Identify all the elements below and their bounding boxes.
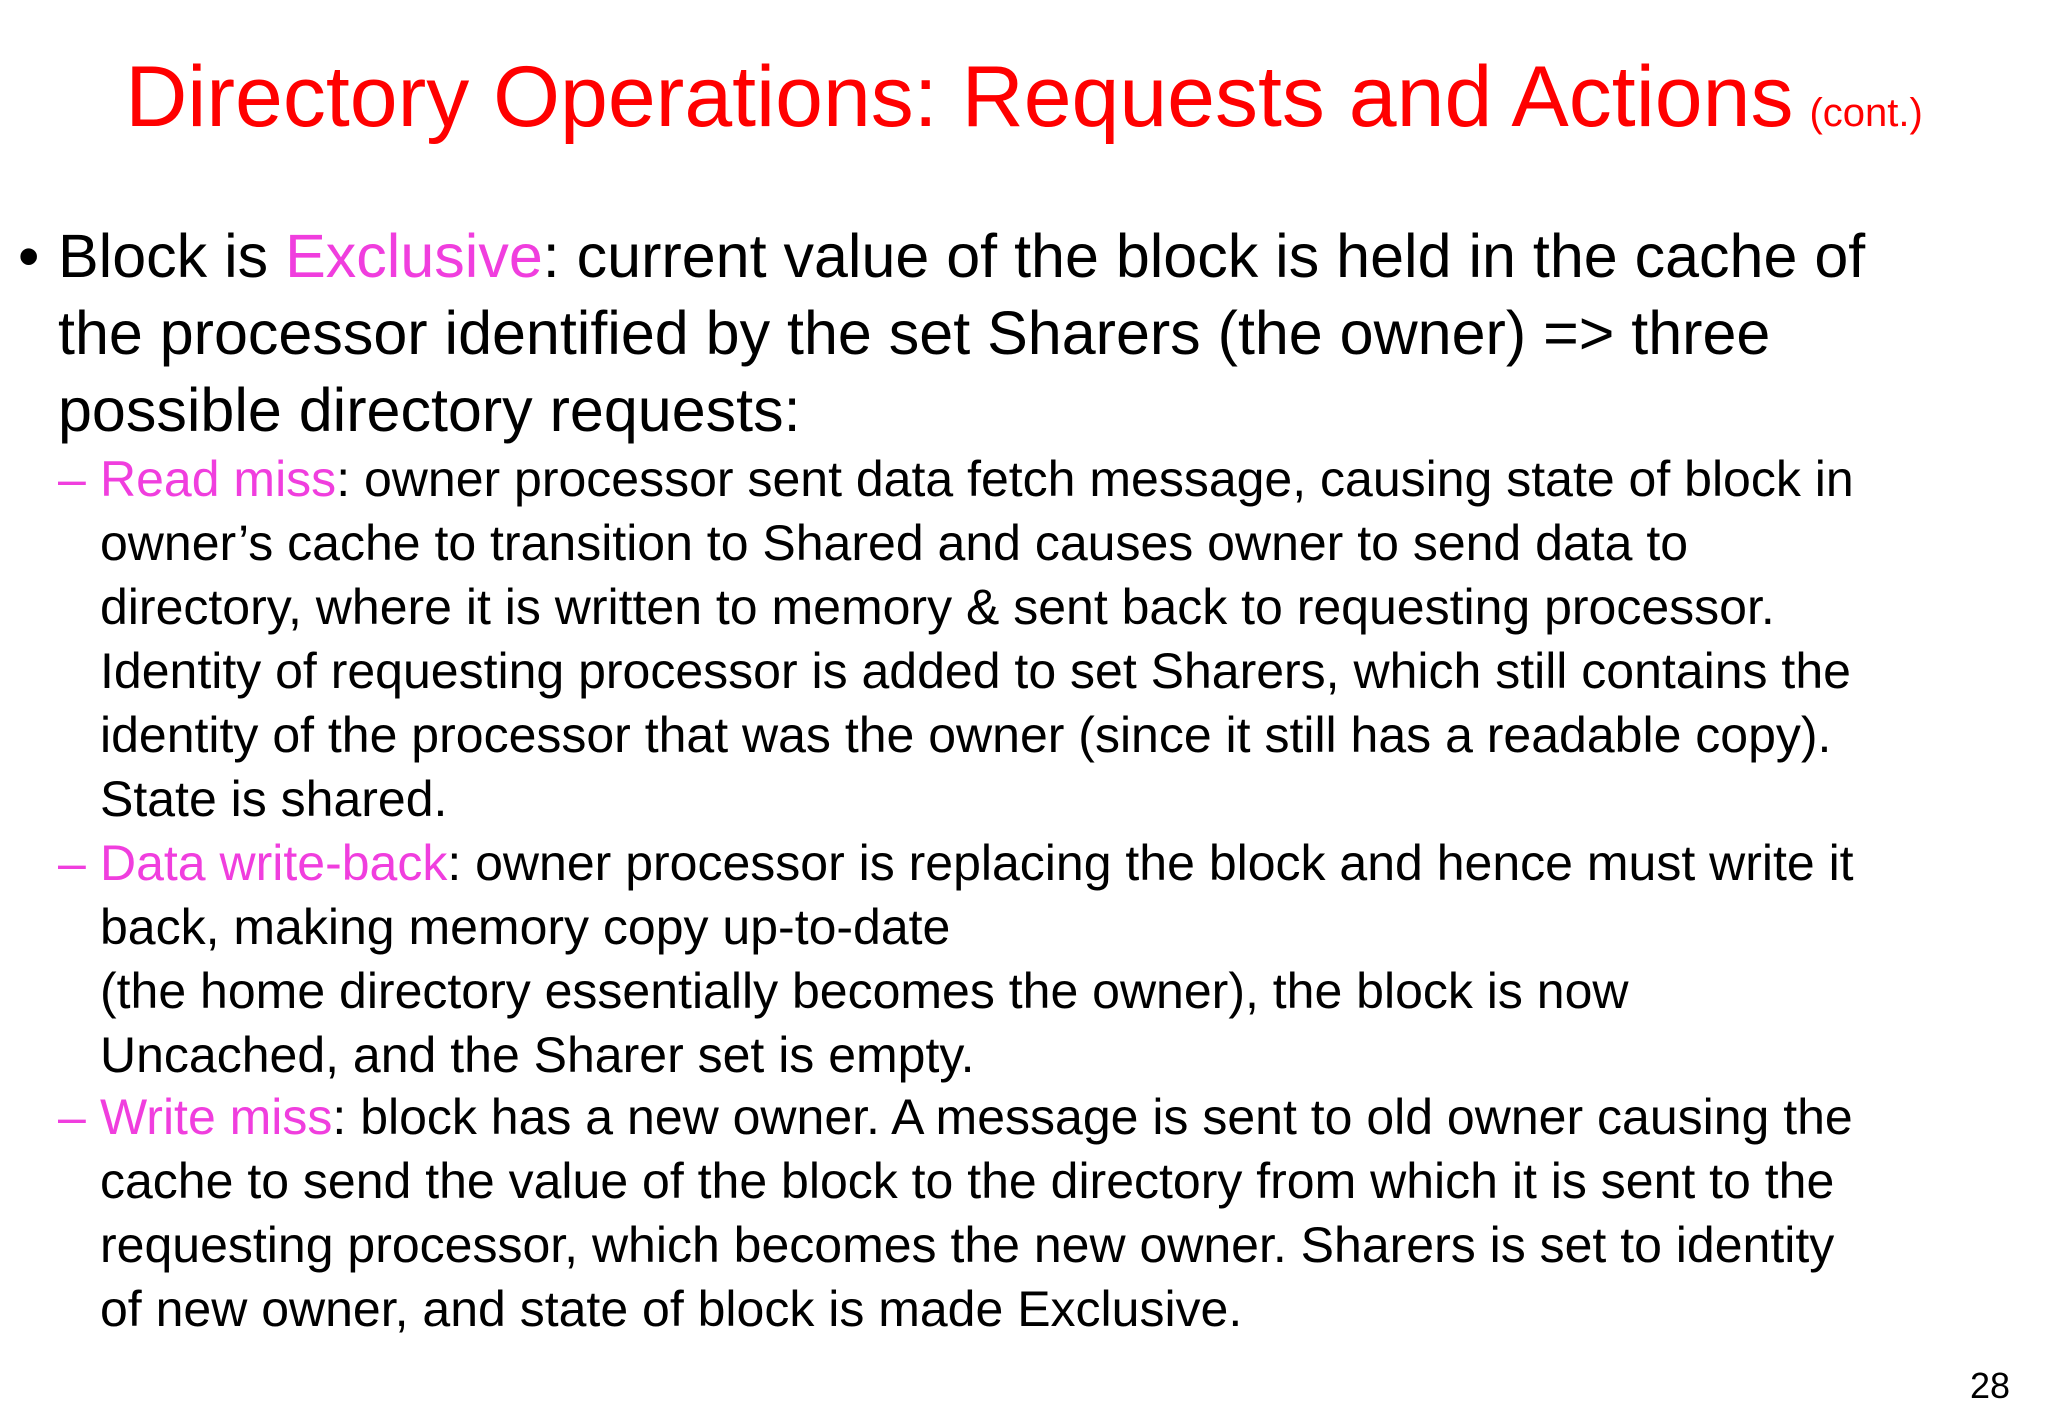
subitem-data-write-back: [58, 831, 2008, 1087]
subitem-line: owner’s cache to transition to Shared and causes owner to send data to: [100, 515, 1689, 571]
subitem-line: cache to send the value of the block to the directory from which it is sent to the: [100, 1153, 1835, 1209]
slide-title: [0, 42, 2048, 168]
subitem-line: Uncached, and the Sharer set is empty.: [100, 1027, 975, 1083]
main-bullet-prefix: Block is: [58, 222, 286, 290]
main-bullet-line-1: [58, 218, 2008, 295]
subitem-line: (the home directory essentially becomes the owner), the block is now: [100, 963, 1629, 1019]
keyword-data-write-back: Data write-back: [100, 835, 448, 891]
subitem-line: directory, where it is written to memory & sent back to requesting processor.: [100, 579, 1775, 635]
subitem-line: [100, 447, 2008, 511]
subitem-line-1-rest: : owner processor sent data fetch message, causing state of block in: [336, 451, 1854, 507]
subitem-marker: –: [58, 1089, 86, 1145]
subitem-line: requesting processor, which becomes the new owner. Sharers is set to identity: [100, 1217, 1835, 1273]
subitem-line: [100, 831, 2008, 895]
subitem-line: Identity of requesting processor is added to set Sharers, which still contains the: [100, 643, 1851, 699]
subitem-text: [100, 1085, 2008, 1341]
subitem-read-miss: [58, 447, 2008, 831]
subitem-line: identity of the processor that was the owner (since it still has a readable copy).: [100, 707, 1832, 763]
subitem-line-1-rest: : block has a new owner. A message is sent to old owner causing the: [332, 1089, 1853, 1145]
page-number: 28: [1969, 1365, 2010, 1406]
main-bullet-line-2: the processor identified by the set Sharers (the owner) => three: [58, 299, 1771, 367]
title-cont: (cont.): [1809, 91, 1923, 135]
keyword-read-miss: Read miss: [100, 451, 337, 507]
subitem-line: State is shared.: [100, 771, 448, 827]
subitem-line: back, making memory copy up-to-date: [100, 899, 951, 955]
subitem-marker: –: [58, 451, 86, 507]
main-bullet-text: [58, 218, 2008, 449]
main-bullet-line-3: possible directory requests:: [58, 376, 801, 444]
subitem-line: [100, 1085, 2008, 1149]
main-bullet-line-1-rest: : current value of the block is held in the cache of: [542, 222, 1866, 290]
subitem-marker: –: [58, 835, 86, 891]
subitem-write-miss: [58, 1085, 2008, 1341]
subitem-line-1-rest: : owner processor is replacing the block and hence must write it: [447, 835, 1854, 891]
subitem-text: [100, 447, 2008, 831]
main-bullet: [18, 218, 2008, 449]
title-text: Directory Operations: Requests and Actions: [125, 49, 1794, 145]
keyword-exclusive: Exclusive: [285, 222, 543, 290]
keyword-write-miss: Write miss: [100, 1089, 333, 1145]
bullet-marker: •: [18, 222, 40, 290]
subitem-text: [100, 831, 2008, 1087]
subitem-line: of new owner, and state of block is made Exclusive.: [100, 1281, 1243, 1337]
